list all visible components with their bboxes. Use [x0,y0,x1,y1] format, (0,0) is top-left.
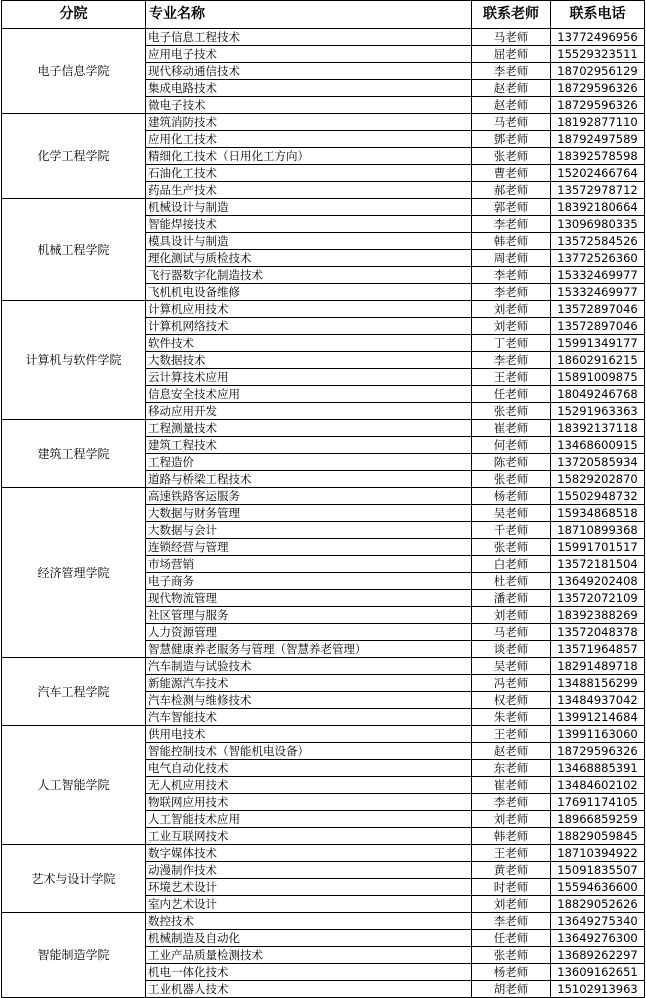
major-name: 大数据技术 [146,352,472,369]
department-name: 计算机与软件学院 [2,301,146,420]
teacher-name: 马老师 [472,114,551,131]
major-name: 汽车智能技术 [146,709,472,726]
major-name: 工业机器人技术 [146,981,472,998]
phone-number: 15829202870 [551,471,645,488]
teacher-name: 张老师 [472,471,551,488]
teacher-name: 李老师 [472,284,551,301]
phone-number: 18966859259 [551,811,645,828]
major-name: 现代物流管理 [146,590,472,607]
phone-number: 13572181504 [551,556,645,573]
teacher-name: 权老师 [472,692,551,709]
department-name: 电子信息学院 [2,29,146,114]
phone-number: 13572897046 [551,318,645,335]
teacher-name: 郭老师 [472,199,551,216]
major-name: 工业产品质量检测技术 [146,947,472,964]
teacher-name: 赵老师 [472,97,551,114]
phone-number: 13649275340 [551,913,645,930]
phone-number: 18710394922 [551,845,645,862]
teacher-name: 黄老师 [472,862,551,879]
phone-number: 18392137118 [551,420,645,437]
phone-number: 18829052626 [551,896,645,913]
major-name: 物联网应用技术 [146,794,472,811]
major-name: 机械制造及自动化 [146,930,472,947]
phone-number: 13572048378 [551,624,645,641]
phone-number: 13720585934 [551,454,645,471]
table-row [2,845,645,862]
phone-number: 18392388269 [551,607,645,624]
table-row [2,199,645,216]
teacher-name: 杜老师 [472,573,551,590]
phone-number: 15332469977 [551,284,645,301]
phone-number: 15991701517 [551,539,645,556]
teacher-name: 崔老师 [472,420,551,437]
contact-table-container [1,0,645,998]
major-name: 精细化工技术（日用化工方向） [146,148,472,165]
major-name: 应用电子技术 [146,46,472,63]
department-name: 艺术与设计学院 [2,845,146,913]
major-name: 智能控制技术（智能机电设备） [146,743,472,760]
teacher-name: 胡老师 [472,981,551,998]
major-name: 大数据与财务管理 [146,505,472,522]
teacher-name: 吴老师 [472,658,551,675]
major-name: 大数据与会计 [146,522,472,539]
department-name: 人工智能学院 [2,726,146,845]
teacher-name: 郝老师 [472,182,551,199]
teacher-name: 刘老师 [472,811,551,828]
phone-number: 13468600915 [551,437,645,454]
major-name: 供用电技术 [146,726,472,743]
major-name: 道路与桥梁工程技术 [146,471,472,488]
major-name: 机电一体化技术 [146,964,472,981]
phone-number: 18792497589 [551,131,645,148]
major-name: 电子商务 [146,573,472,590]
teacher-name: 张老师 [472,148,551,165]
phone-number: 18392578598 [551,148,645,165]
major-name: 模具设计与制造 [146,233,472,250]
major-name: 药品生产技术 [146,182,472,199]
teacher-name: 张老师 [472,539,551,556]
teacher-name: 吴老师 [472,505,551,522]
phone-number: 15991349177 [551,335,645,352]
phone-number: 18702956129 [551,63,645,80]
major-name: 飞机机电设备维修 [146,284,472,301]
major-name: 环境艺术设计 [146,879,472,896]
department-name: 化学工程学院 [2,114,146,199]
teacher-name: 王老师 [472,369,551,386]
major-name: 新能源汽车技术 [146,675,472,692]
phone-number: 18291489718 [551,658,645,675]
teacher-name: 赵老师 [472,80,551,97]
header-phone: 联系电话 [551,1,645,29]
major-name: 连锁经营与管理 [146,539,472,556]
teacher-name: 杨老师 [472,488,551,505]
major-name: 建筑消防技术 [146,114,472,131]
phone-number: 17691174105 [551,794,645,811]
phone-number: 13484602102 [551,777,645,794]
teacher-name: 韩老师 [472,233,551,250]
major-name: 建筑工程技术 [146,437,472,454]
teacher-name: 鄧老师 [472,131,551,148]
major-name: 工业互联网技术 [146,828,472,845]
department-name: 汽车工程学院 [2,658,146,726]
major-name: 应用化工技术 [146,131,472,148]
teacher-name: 谈老师 [472,641,551,658]
major-name: 室内艺术设计 [146,896,472,913]
phone-number: 13488156299 [551,675,645,692]
major-name: 工程造价 [146,454,472,471]
phone-number: 13572978712 [551,182,645,199]
teacher-name: 李老师 [472,352,551,369]
header-major: 专业名称 [146,1,472,29]
major-name: 集成电路技术 [146,80,472,97]
table-body [2,29,645,998]
major-name: 移动应用开发 [146,403,472,420]
table-row [2,658,645,675]
department-name: 建筑工程学院 [2,420,146,488]
major-name: 汽车检测与维修技术 [146,692,472,709]
teacher-name: 张老师 [472,947,551,964]
major-name: 现代移动通信技术 [146,63,472,80]
teacher-name: 任老师 [472,386,551,403]
phone-number: 13772496956 [551,29,645,46]
table-row [2,726,645,743]
phone-number: 18602916215 [551,352,645,369]
major-name: 市场营销 [146,556,472,573]
major-name: 社区管理与服务 [146,607,472,624]
table-row [2,913,645,930]
phone-number: 13468885391 [551,760,645,777]
major-name: 无人机应用技术 [146,777,472,794]
header-department: 分院 [2,1,146,29]
teacher-name: 李老师 [472,794,551,811]
phone-number: 18729596326 [551,80,645,97]
phone-number: 13689262297 [551,947,645,964]
phone-number: 18049246768 [551,386,645,403]
phone-number: 15502948732 [551,488,645,505]
header-teacher: 联系老师 [472,1,551,29]
major-name: 云计算技术应用 [146,369,472,386]
major-name: 动漫制作技术 [146,862,472,879]
teacher-name: 刘老师 [472,607,551,624]
major-name: 微电子技术 [146,97,472,114]
major-name: 飞行器数字化制造技术 [146,267,472,284]
phone-number: 13772526360 [551,250,645,267]
phone-number: 15202466764 [551,165,645,182]
teacher-name: 刘老师 [472,301,551,318]
teacher-name: 千老师 [472,522,551,539]
major-name: 智慧健康养老服务与管理（智慧养老管理） [146,641,472,658]
phone-number: 15594636600 [551,879,645,896]
major-name: 电子信息工程技术 [146,29,472,46]
phone-number: 15102913963 [551,981,645,998]
teacher-name: 何老师 [472,437,551,454]
major-name: 电气自动化技术 [146,760,472,777]
teacher-name: 东老师 [472,760,551,777]
phone-number: 15332469977 [551,267,645,284]
teacher-name: 王老师 [472,845,551,862]
phone-number: 18392180664 [551,199,645,216]
phone-number: 15529323511 [551,46,645,63]
teacher-name: 屈老师 [472,46,551,63]
teacher-name: 刘老师 [472,318,551,335]
table-row [2,114,645,131]
major-name: 计算机网络技术 [146,318,472,335]
major-name: 汽车制造与试验技术 [146,658,472,675]
teacher-name: 丁老师 [472,335,551,352]
major-name: 计算机应用技术 [146,301,472,318]
department-name: 经济管理学院 [2,488,146,658]
major-name: 理化测试与质检技术 [146,250,472,267]
major-name: 数控技术 [146,913,472,930]
table-row [2,420,645,437]
major-name: 工程测量技术 [146,420,472,437]
teacher-name: 曹老师 [472,165,551,182]
major-name: 信息安全技术应用 [146,386,472,403]
phone-number: 15934868518 [551,505,645,522]
major-name: 石油化工技术 [146,165,472,182]
teacher-name: 时老师 [472,879,551,896]
major-name: 人力资源管理 [146,624,472,641]
table-header-row [2,1,645,29]
teacher-name: 潘老师 [472,590,551,607]
major-name: 高速铁路客运服务 [146,488,472,505]
teacher-name: 张老师 [472,403,551,420]
phone-number: 18192877110 [551,114,645,131]
phone-number: 18729596326 [551,743,645,760]
phone-number: 13484937042 [551,692,645,709]
teacher-name: 马老师 [472,624,551,641]
phone-number: 18829059845 [551,828,645,845]
teacher-name: 周老师 [472,250,551,267]
phone-number: 13572584526 [551,233,645,250]
phone-number: 15891009875 [551,369,645,386]
teacher-name: 李老师 [472,267,551,284]
teacher-name: 马老师 [472,29,551,46]
phone-number: 15291963363 [551,403,645,420]
major-name: 机械设计与制造 [146,199,472,216]
major-name: 数字媒体技术 [146,845,472,862]
table-row [2,488,645,505]
department-name: 智能制造学院 [2,913,146,998]
phone-number: 13991214684 [551,709,645,726]
table-row [2,29,645,46]
teacher-name: 朱老师 [472,709,551,726]
phone-number: 13649276300 [551,930,645,947]
phone-number: 18710899368 [551,522,645,539]
phone-number: 13096980335 [551,216,645,233]
phone-number: 13609162651 [551,964,645,981]
teacher-name: 白老师 [472,556,551,573]
department-contact-table [1,0,645,998]
phone-number: 18729596326 [551,97,645,114]
phone-number: 13572897046 [551,301,645,318]
teacher-name: 李老师 [472,913,551,930]
phone-number: 13572072109 [551,590,645,607]
teacher-name: 崔老师 [472,777,551,794]
teacher-name: 李老师 [472,63,551,80]
phone-number: 15091835507 [551,862,645,879]
major-name: 软件技术 [146,335,472,352]
teacher-name: 韩老师 [472,828,551,845]
teacher-name: 任老师 [472,930,551,947]
teacher-name: 王老师 [472,726,551,743]
teacher-name: 杨老师 [472,964,551,981]
teacher-name: 刘老师 [472,896,551,913]
teacher-name: 陈老师 [472,454,551,471]
phone-number: 13991163060 [551,726,645,743]
teacher-name: 赵老师 [472,743,551,760]
table-row [2,301,645,318]
major-name: 人工智能技术应用 [146,811,472,828]
teacher-name: 冯老师 [472,675,551,692]
major-name: 智能焊接技术 [146,216,472,233]
department-name: 机械工程学院 [2,199,146,301]
phone-number: 13649202408 [551,573,645,590]
teacher-name: 李老师 [472,216,551,233]
phone-number: 13571964857 [551,641,645,658]
